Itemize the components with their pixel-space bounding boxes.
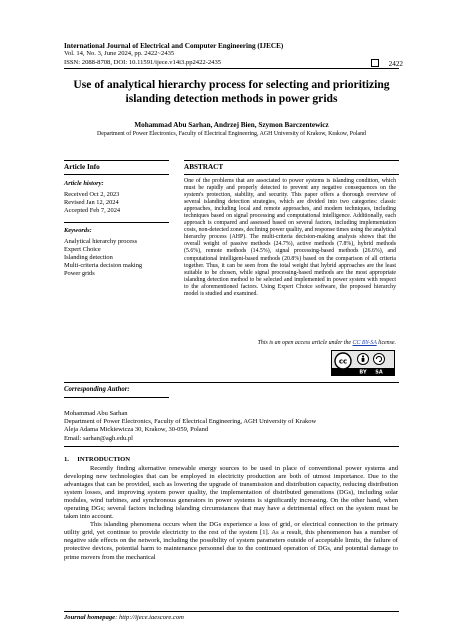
square-icon [371,59,379,67]
section-title: INTRODUCTION [77,456,130,463]
info-sub-rule [64,174,169,175]
by-label: BY [359,369,367,375]
intro-paragraph: Recently finding alternative renewable energy sources to be used in place of conventional power systems and developing new technologies that can be employed in electricity production are both of utmost importance. Due to the advantages that can be provided, such as lowering the upgrade of transmission and distribution capacity, reducing distribution system losses, and improving system power quality, the implementation of distributed generations (DGs), including solar modules, wind turbines, and synchronous generators in power systems is significantly increasing. On the other hand, when operating DGs; several factors including islanding circumstances that may have a detrimental effect on the system must be taken into account. [64,465,398,521]
issn-line: ISSN: 2088-8708, DOI: 10.11591/ijece.v14i3.pp2422-2435 [64,58,222,66]
journal-name: International Journal of Electrical and Computer Engineering (IJECE) [64,42,284,50]
journal-header [64,42,404,67]
article-info [64,180,169,278]
homepage-url[interactable]: : http://ijece.iaescore.com [115,614,184,621]
section-heading [64,456,130,463]
license-link[interactable]: CC BY-SA [352,340,377,346]
info-top-rule [64,160,169,161]
keywords-heading: Keywords: [64,227,92,234]
intro-paragraph: This islanding phenomena occurs when the DGs experience a loss of grid, or electrical connection to the primary utility grid, yet continue to provide electricity to the rest of the system [1]. As a result, this phenomenon has a number of negative side effects on the network, including the possibility of system parameters outside of acceptable limits, the failure of protective devices, potential harm to maintenance personnel due to the continued operation of DGs, and potential damage to prime movers from the mechanical [64,521,398,561]
corresponding-author [64,410,316,443]
keyword: Islanding detection [64,254,113,261]
cc-badge-icon [332,351,394,375]
corresponding-dept: Department of Power Electronics, Faculty of Electrical Engineering, AGH University of Krakow [64,418,317,426]
footer-rule [64,611,399,612]
keyword: Power grids [64,270,95,277]
introduction-body [64,465,398,562]
page-number: 2422 [388,60,403,68]
abstract-bottom-rule [64,382,399,383]
accepted-date: Accepted Feb 7, 2024 [64,207,121,214]
abstract-top-rule [184,160,399,161]
keyword: Expert Choice [64,246,101,253]
paper-title: Use of analytical hierarchy process for selecting and prioritizing islanding detection methods in power grids [73,78,390,105]
keyword: Analytical hierarchy process [64,238,138,245]
history-heading: Article history: [64,180,104,187]
cc-by-sa-badge[interactable] [331,350,395,376]
license-suffix: license. [378,340,396,346]
received-date: Received Oct 2, 2023 [64,191,120,198]
page-number-block [371,59,403,68]
affiliation: Department of Power Electronics, Faculty of Electrical Engineering, AGH University of Krakow, Krakow, Poland [97,131,366,137]
authors: Mohammad Abu Sarhan, Andrzej Bien, Szymon Barczentewicz [134,121,329,129]
corresponding-rule [64,397,169,398]
sa-label: SA [375,369,383,375]
abstract-text: One of the problems that are associated to power systems is islanding condition, which must be rapidly and properly detected to prevent any negative consequences on the system's protection, stability, and security. This paper offers a thorough overview of several islanding detection strategies, which are divided into two categories: classic approaches, including local and remote approaches, and modern techniques, including techniques based on signal processing and computational intelligence. Additionally, each approach is compared and assessed based on several factors, including implementation costs, non-detected zones, declining power quality, and response times using the analytical hierarchy process (AHP). The multi-criteria decision-making analysis shows that the overall weight of passive methods (24.7%), active methods (7.8%), hybrid methods (5.6%), remote methods (14.5%), signal processing-based methods (26.6%), and computational intelligent-based methods (20.8%) based on the comparison of all criteria together. Thus, it can be seen from the total weight that hybrid approaches are the least suitable to be chosen, while signal processing-based methods are the most appropriate islanding detection method to be selected and implemented in power system with respect to the aforementioned factors. Using Expert Choice software, the proposed hierarchy model is studied and examined. [184,178,396,297]
keyword: Multi-criteria decision making [64,262,143,269]
section-number: 1. [64,456,69,463]
open-access-note [184,340,396,346]
abstract-sub-rule [184,174,399,175]
homepage-label: Journal homepage [64,614,116,621]
corresponding-name: Mohammad Abu Sarhan [64,410,128,417]
journal-homepage [64,614,184,621]
header-rule [64,68,399,69]
cc-label: cc [338,357,348,366]
corresponding-address: Aleja Adama Mickiewicza 30, Krakow, 30-059, Poland [64,426,209,434]
corresponding-bottom-rule [64,446,399,447]
revised-date: Revised Jan 12, 2024 [64,199,119,206]
corresponding-heading: Corresponding Author: [64,386,130,393]
abstract-heading: ABSTRACT [184,163,224,171]
volume-line: Vol. 14, No. 3, June 2024, pp. 2422~2435 [64,50,175,58]
corresponding-email: Email: sarhan@agh.edu.pl [64,434,133,442]
open-access-prefix: This is an open access article under the [257,340,352,346]
article-info-heading: Article Info [64,163,100,171]
